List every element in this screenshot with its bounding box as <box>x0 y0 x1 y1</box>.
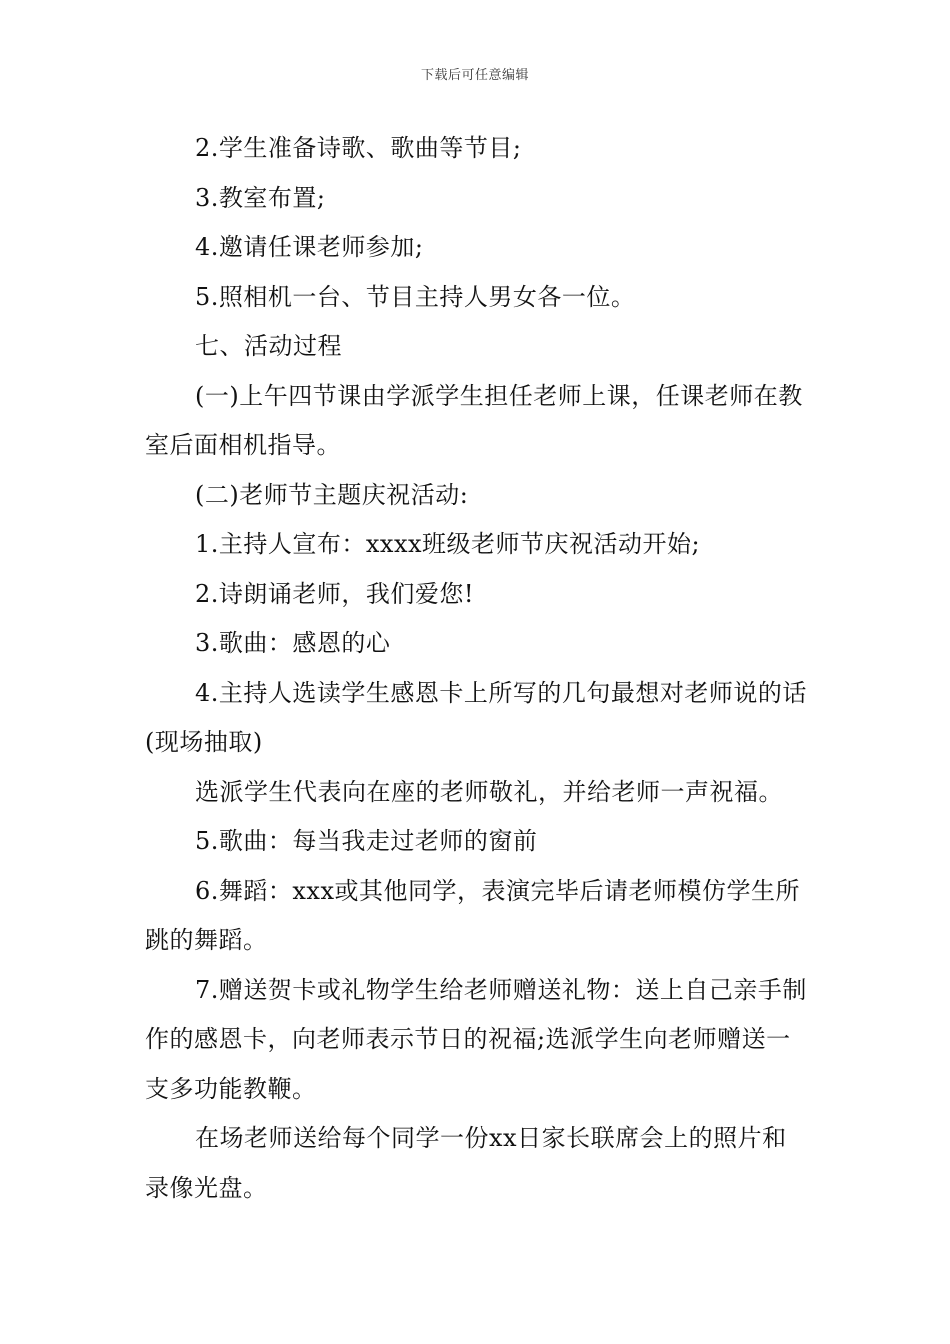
paragraph-item-1: 1.主持人宣布：xxxx班级老师节庆祝活动开始; <box>195 530 701 558</box>
paragraph-item-5: 5.歌曲：每当我走过老师的窗前 <box>195 827 538 855</box>
paragraph-prep-3: 3.教室布置; <box>195 183 326 212</box>
section-heading-activity-process: 七、活动过程 <box>195 332 342 360</box>
paragraph-part-one: (一)上午四节课由学派学生担任老师上课，任课老师在教室后面相机指导。 <box>145 381 803 459</box>
paragraph-prep-5: 5.照相机一台、节目主持人男女各一位。 <box>195 282 636 311</box>
paragraph-part-two: (二)老师节主题庆祝活动: <box>195 480 469 509</box>
paragraph-salute: 选派学生代表向在座的老师敬礼，并给老师一声祝福。 <box>195 777 783 806</box>
paragraph-item-3: 3.歌曲：感恩的心 <box>195 629 391 657</box>
paragraph-prep-4: 4.邀请任课老师参加; <box>195 233 424 261</box>
paragraph-prep-2: 2.学生准备诗歌、歌曲等节目; <box>195 134 522 162</box>
paragraph-item-7: 7.赠送贺卡或礼物学生给老师赠送礼物：送上自己亲手制作的感恩卡，向老师表示节日的祝福;选派学生向老师赠送一支多功能教鞭。 <box>145 975 807 1103</box>
page-header: 下载后可任意编辑 <box>420 68 529 83</box>
document-body <box>145 124 807 1213</box>
paragraph-item-2: 2.诗朗诵老师，我们爱您! <box>195 579 475 608</box>
paragraph-item-4: 4.主持人选读学生感恩卡上所写的几句最想对老师说的话(现场抽取) <box>145 678 807 756</box>
paragraph-item-6: 6.舞蹈：xxx或其他同学，表演完毕后请老师模仿学生所跳的舞蹈。 <box>145 876 801 954</box>
paragraph-photos: 在场老师送给每个同学一份xx日家长联席会上的照片和录像光盘。 <box>145 1124 787 1202</box>
